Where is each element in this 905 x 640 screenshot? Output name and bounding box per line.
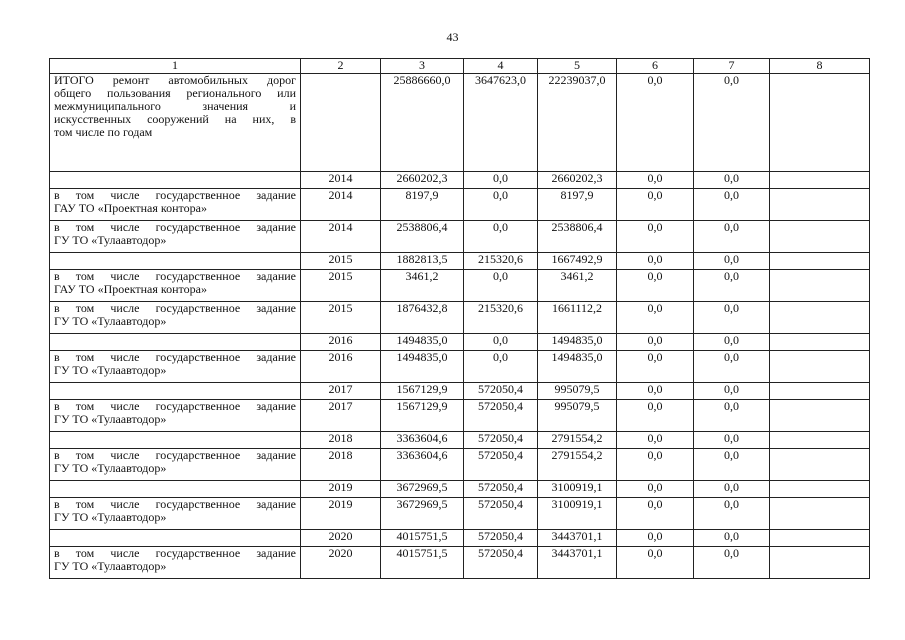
cell-col8 [770,530,870,547]
description-line: в том числе государственное задание [54,399,296,413]
column-header-4: 4 [464,59,538,74]
cell-year: 2015 [301,302,381,334]
cell-col8 [770,270,870,302]
row-description [50,383,301,400]
cell-col8 [770,432,870,449]
table-body [50,59,870,579]
description-line: в том числе государственное задание [54,350,296,364]
cell-col3: 1494835,0 [381,351,464,383]
cell-col7: 0,0 [694,189,770,221]
cell-col5: 3461,2 [538,270,617,302]
cell-col3: 3672969,5 [381,481,464,498]
cell-col8 [770,253,870,270]
cell-col5: 22239037,0 [538,74,617,172]
cell-col6: 0,0 [617,172,694,189]
row-description [50,221,301,253]
cell-col3: 2538806,4 [381,221,464,253]
cell-col3: 8197,9 [381,189,464,221]
description-line: ГУ ТО «Тулаавтодор» [54,559,167,573]
row-description [50,74,301,172]
page-number: 43 [446,30,459,44]
cell-col4: 572050,4 [464,432,538,449]
row-description [50,172,301,189]
cell-col6: 0,0 [617,302,694,334]
description-line: ГУ ТО «Тулаавтодор» [54,314,167,328]
cell-col8 [770,221,870,253]
cell-col8 [770,172,870,189]
cell-year: 2020 [301,547,381,579]
cell-col3: 4015751,5 [381,530,464,547]
table-row [50,351,870,383]
table-row [50,449,870,481]
cell-col5: 2538806,4 [538,221,617,253]
description-line: в том числе государственное задание [54,301,296,315]
cell-col6: 0,0 [617,481,694,498]
cell-col4: 572050,4 [464,530,538,547]
description-line: в том числе государственное задание [54,220,296,234]
cell-col5: 3443701,1 [538,530,617,547]
cell-col6: 0,0 [617,432,694,449]
row-description [50,432,301,449]
cell-col5: 1494835,0 [538,351,617,383]
cell-col6: 0,0 [617,400,694,432]
cell-year: 2018 [301,432,381,449]
cell-col6: 0,0 [617,498,694,530]
cell-col3: 1567129,9 [381,383,464,400]
column-header-7: 7 [694,59,770,74]
cell-year: 2016 [301,351,381,383]
description-line: ГАУ ТО «Проектная контора» [54,201,207,215]
cell-col5: 3100919,1 [538,481,617,498]
row-description [50,351,301,383]
cell-col7: 0,0 [694,74,770,172]
cell-col6: 0,0 [617,383,694,400]
row-description [50,481,301,498]
cell-col4: 572050,4 [464,383,538,400]
cell-col7: 0,0 [694,498,770,530]
cell-col4: 3647623,0 [464,74,538,172]
cell-col8 [770,400,870,432]
cell-col6: 0,0 [617,270,694,302]
cell-col3: 1882813,5 [381,253,464,270]
cell-col4: 572050,4 [464,498,538,530]
cell-col6: 0,0 [617,351,694,383]
cell-year: 2014 [301,221,381,253]
cell-col6: 0,0 [617,253,694,270]
cell-col4: 572050,4 [464,481,538,498]
cell-col4: 572050,4 [464,547,538,579]
cell-col7: 0,0 [694,270,770,302]
cell-col3: 2660202,3 [381,172,464,189]
cell-col7: 0,0 [694,449,770,481]
table-row [50,547,870,579]
cell-col7: 0,0 [694,351,770,383]
cell-col7: 0,0 [694,481,770,498]
column-header-1: 1 [50,59,301,74]
description-line: ГУ ТО «Тулаавтодор» [54,233,167,247]
row-description [50,334,301,351]
cell-col8 [770,547,870,579]
cell-year: 2018 [301,449,381,481]
description-line: в том числе государственное задание [54,448,296,462]
table-row [50,498,870,530]
cell-year: 2019 [301,481,381,498]
cell-col6: 0,0 [617,530,694,547]
row-description [50,189,301,221]
description-line: ГУ ТО «Тулаавтодор» [54,363,167,377]
cell-col7: 0,0 [694,172,770,189]
description-line: в том числе государственное задание [54,497,296,511]
column-header-2: 2 [301,59,381,74]
cell-col5: 1661112,2 [538,302,617,334]
column-header-5: 5 [538,59,617,74]
table-row [50,172,870,189]
table-row [50,270,870,302]
column-header-6: 6 [617,59,694,74]
column-header-3: 3 [381,59,464,74]
cell-col5: 2791554,2 [538,449,617,481]
cell-col7: 0,0 [694,221,770,253]
cell-year [301,74,381,172]
row-description [50,270,301,302]
row-description [50,547,301,579]
description-line: в том числе государственное задание [54,269,296,283]
cell-col7: 0,0 [694,530,770,547]
cell-year: 2016 [301,334,381,351]
cell-col8 [770,449,870,481]
cell-col5: 1494835,0 [538,334,617,351]
cell-col4: 0,0 [464,172,538,189]
table-row [50,530,870,547]
table-row [50,481,870,498]
cell-year: 2015 [301,253,381,270]
cell-col5: 995079,5 [538,400,617,432]
cell-year: 2019 [301,498,381,530]
cell-col5: 3443701,1 [538,547,617,579]
cell-col8 [770,302,870,334]
description-line: ГУ ТО «Тулаавтодор» [54,510,167,524]
cell-year: 2017 [301,383,381,400]
budget-table [49,58,870,579]
description-line: в том числе государственное задание [54,546,296,560]
cell-col5: 995079,5 [538,383,617,400]
cell-col3: 1494835,0 [381,334,464,351]
row-description [50,530,301,547]
description-line: ГУ ТО «Тулаавтодор» [54,412,167,426]
cell-col3: 25886660,0 [381,74,464,172]
table-row [50,302,870,334]
cell-col8 [770,498,870,530]
cell-col4: 572050,4 [464,400,538,432]
table-row [50,432,870,449]
row-description [50,400,301,432]
cell-col4: 215320,6 [464,302,538,334]
description-line: общего пользования регионального или [54,86,296,100]
cell-year: 2014 [301,172,381,189]
cell-col5: 3100919,1 [538,498,617,530]
cell-col3: 3672969,5 [381,498,464,530]
cell-col7: 0,0 [694,334,770,351]
cell-col6: 0,0 [617,547,694,579]
description-line: том числе по годам [54,125,153,139]
table-row [50,383,870,400]
header-row [50,59,870,74]
cell-col3: 3363604,6 [381,449,464,481]
cell-col8 [770,74,870,172]
row-description [50,449,301,481]
cell-col6: 0,0 [617,74,694,172]
cell-col8 [770,383,870,400]
description-line: ГУ ТО «Тулаавтодор» [54,461,167,475]
column-header-8: 8 [770,59,870,74]
table-row [50,400,870,432]
row-description [50,302,301,334]
row-description [50,498,301,530]
cell-col3: 1876432,8 [381,302,464,334]
cell-col6: 0,0 [617,221,694,253]
cell-col8 [770,481,870,498]
cell-col8 [770,351,870,383]
cell-year: 2015 [301,270,381,302]
row-description [50,253,301,270]
cell-col3: 3461,2 [381,270,464,302]
table-row [50,74,870,172]
table-row [50,189,870,221]
cell-year: 2014 [301,189,381,221]
table-row [50,221,870,253]
cell-col5: 2660202,3 [538,172,617,189]
cell-year: 2017 [301,400,381,432]
cell-col7: 0,0 [694,432,770,449]
cell-col7: 0,0 [694,383,770,400]
cell-col6: 0,0 [617,334,694,351]
cell-col4: 0,0 [464,334,538,351]
description-line: в том числе государственное задание [54,188,296,202]
cell-year: 2020 [301,530,381,547]
cell-col3: 4015751,5 [381,547,464,579]
cell-col5: 8197,9 [538,189,617,221]
cell-col4: 572050,4 [464,449,538,481]
table-row [50,253,870,270]
cell-col7: 0,0 [694,400,770,432]
cell-col7: 0,0 [694,253,770,270]
cell-col4: 0,0 [464,270,538,302]
cell-col8 [770,334,870,351]
cell-col4: 215320,6 [464,253,538,270]
cell-col5: 2791554,2 [538,432,617,449]
cell-col6: 0,0 [617,189,694,221]
cell-col8 [770,189,870,221]
description-line: межмуниципального значения и [54,99,296,113]
cell-col4: 0,0 [464,221,538,253]
cell-col7: 0,0 [694,547,770,579]
cell-col3: 3363604,6 [381,432,464,449]
cell-col5: 1667492,9 [538,253,617,270]
table-row [50,334,870,351]
cell-col6: 0,0 [617,449,694,481]
cell-col3: 1567129,9 [381,400,464,432]
description-line: ИТОГО ремонт автомобильных дорог [54,73,296,87]
cell-col4: 0,0 [464,189,538,221]
description-line: искусственных сооружений на них, в [54,112,296,126]
description-line: ГАУ ТО «Проектная контора» [54,282,207,296]
cell-col4: 0,0 [464,351,538,383]
cell-col7: 0,0 [694,302,770,334]
